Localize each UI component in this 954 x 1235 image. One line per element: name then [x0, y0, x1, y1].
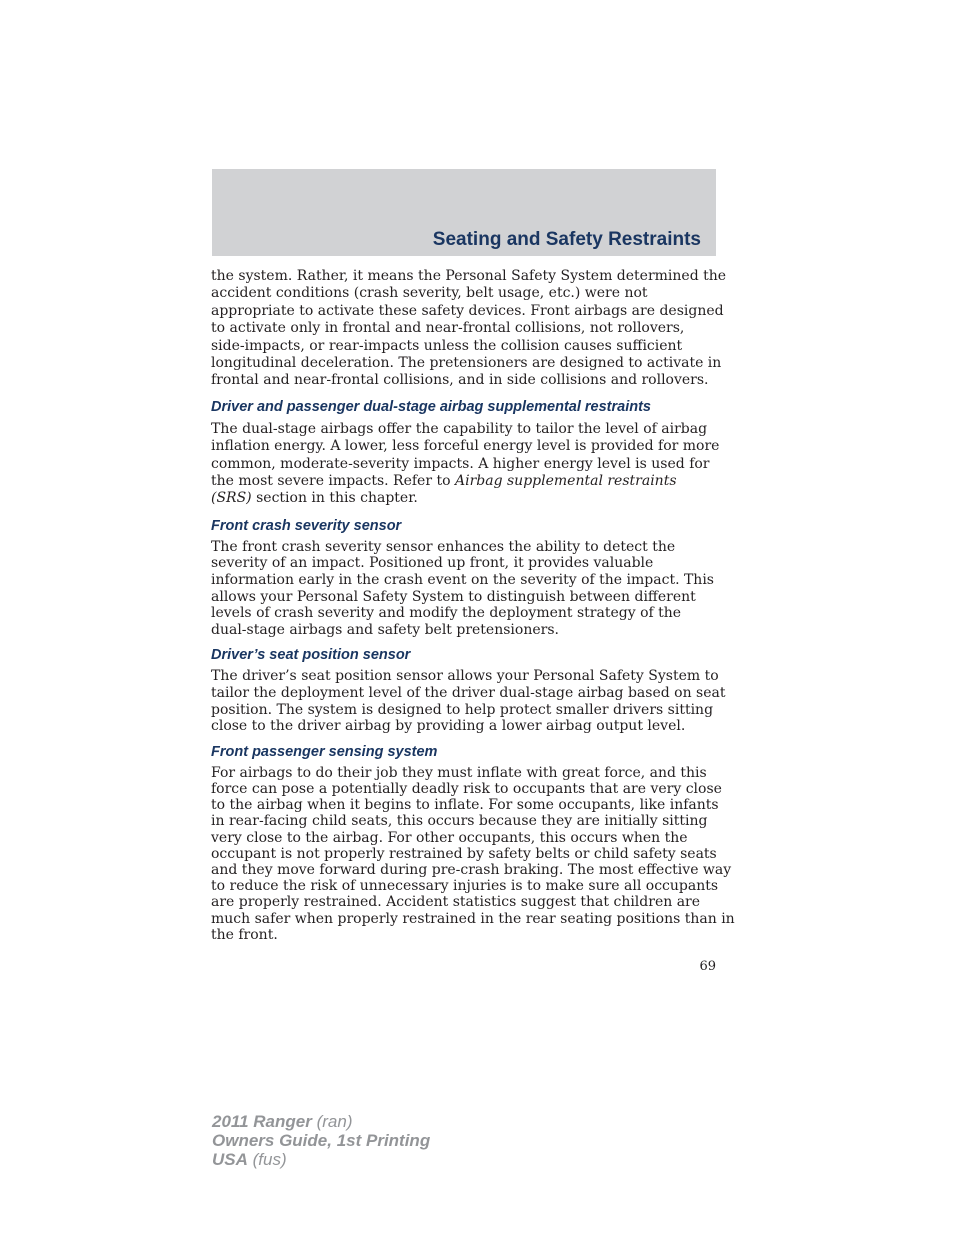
text-run: section in this chapter. [251, 490, 418, 507]
passenger-sensing-heading: Front passenger sensing system [211, 743, 438, 760]
text-line: to activate only in frontal and near-frontal collisions, not rollovers, [211, 320, 685, 337]
text-line: close to the driver airbag by providing a lower airbag output level. [211, 718, 686, 735]
text-line [211, 473, 717, 490]
text-line: tailor the deployment level of the driver dual-stage airbag based on seat [211, 685, 726, 702]
cross-reference-text: (SRS) [211, 490, 252, 507]
passenger-sensing-paragraph [211, 764, 735, 943]
front-crash-paragraph [211, 539, 717, 639]
footer-edition: Owners Guide, 1st Printing [212, 1131, 431, 1150]
text-line: the system. Rather, it means the Personal Safety System determined the [211, 268, 727, 284]
text-line: common, moderate-severity impacts. A higher energy level is used for [211, 455, 710, 472]
text-line: frontal and near-frontal collisions, and in side collisions and rollovers. [211, 372, 709, 389]
text-line: The front crash severity sensor enhances the ability to detect the [211, 538, 676, 555]
footer-line-model [212, 1112, 430, 1131]
text-line: inflation energy. A lower, less forceful energy level is provided for more [211, 438, 720, 455]
text-line: the front. [211, 926, 278, 943]
text-line: The driver’s seat position sensor allows your Personal Safety System to [211, 668, 719, 685]
footer-line-market [212, 1150, 430, 1169]
footer-market-code: (fus) [247, 1150, 287, 1169]
front-crash-heading: Front crash severity sensor [211, 517, 402, 534]
text-line: accident conditions (crash severity, belt usage, etc.) were not [211, 285, 648, 302]
text-line [211, 490, 717, 507]
dual-stage-paragraph [211, 420, 720, 508]
text-line: For airbags to do their job they must inflate with great force, and this [211, 764, 707, 781]
text-line: The dual-stage airbags offer the capability to tailor the level of airbag [211, 420, 708, 437]
footer-line-edition [212, 1131, 430, 1150]
text-line: very close to the airbag. For other occupants, this occurs when the [211, 829, 688, 846]
chapter-title: Seating and Safety Restraints [432, 229, 701, 250]
footer-model-code: (ran) [311, 1112, 353, 1131]
cross-reference-text: Airbag supplemental restraints [455, 473, 677, 490]
intro-paragraph [211, 268, 727, 390]
text-line: levels of crash severity and modify the deployment strategy of the [211, 605, 682, 622]
text-line: to reduce the risk of unnecessary injuries is to make sure all occupants [211, 878, 719, 895]
footer-market: USA [212, 1150, 248, 1169]
text-line: position. The system is designed to help protect smaller drivers sitting [211, 701, 714, 718]
text-line: are properly restrained. Accident statistics suggest that children are [211, 894, 701, 911]
chapter-header-band [212, 169, 716, 256]
text-line: much safer when properly restrained in the rear seating positions than in [211, 910, 735, 927]
seat-position-heading: Driver’s seat position sensor [211, 647, 411, 664]
text-line: force can pose a potentially deadly risk to occupants that are very close [211, 781, 722, 798]
text-run: the most severe impacts. Refer to [211, 473, 455, 490]
text-line: and they move forward during pre-crash braking. The most effective way [211, 862, 732, 879]
footer-model: 2011 Ranger [212, 1112, 312, 1131]
text-line: allows your Personal Safety System to distinguish between different [211, 588, 696, 605]
dual-stage-heading: Driver and passenger dual-stage airbag supplemental restraints [211, 398, 651, 415]
page-content [211, 268, 735, 943]
text-line: dual-stage airbags and safety belt pretensioners. [211, 621, 559, 638]
text-line: side-impacts, or rear-impacts unless the collision causes sufficient [211, 337, 683, 354]
text-line: to the airbag when it begins to inflate. For some occupants, like infants [211, 797, 719, 814]
text-line: information early in the crash event on the severity of the impact. This [211, 572, 714, 589]
text-line: severity of an impact. Positioned up front, it provides valuable [211, 555, 654, 572]
text-line: occupant is not properly restrained by safety belts or child safety seats [211, 845, 717, 862]
text-line: in rear-facing child seats, this occurs because they are initially sitting [211, 813, 708, 830]
seat-position-paragraph [211, 668, 726, 735]
text-line: longitudinal deceleration. The pretensioners are designed to activate in [211, 355, 722, 372]
text-line: appropriate to activate these safety devices. Front airbags are designed [211, 302, 724, 319]
page-number: 69 [699, 959, 716, 974]
document-footer [212, 1112, 430, 1169]
